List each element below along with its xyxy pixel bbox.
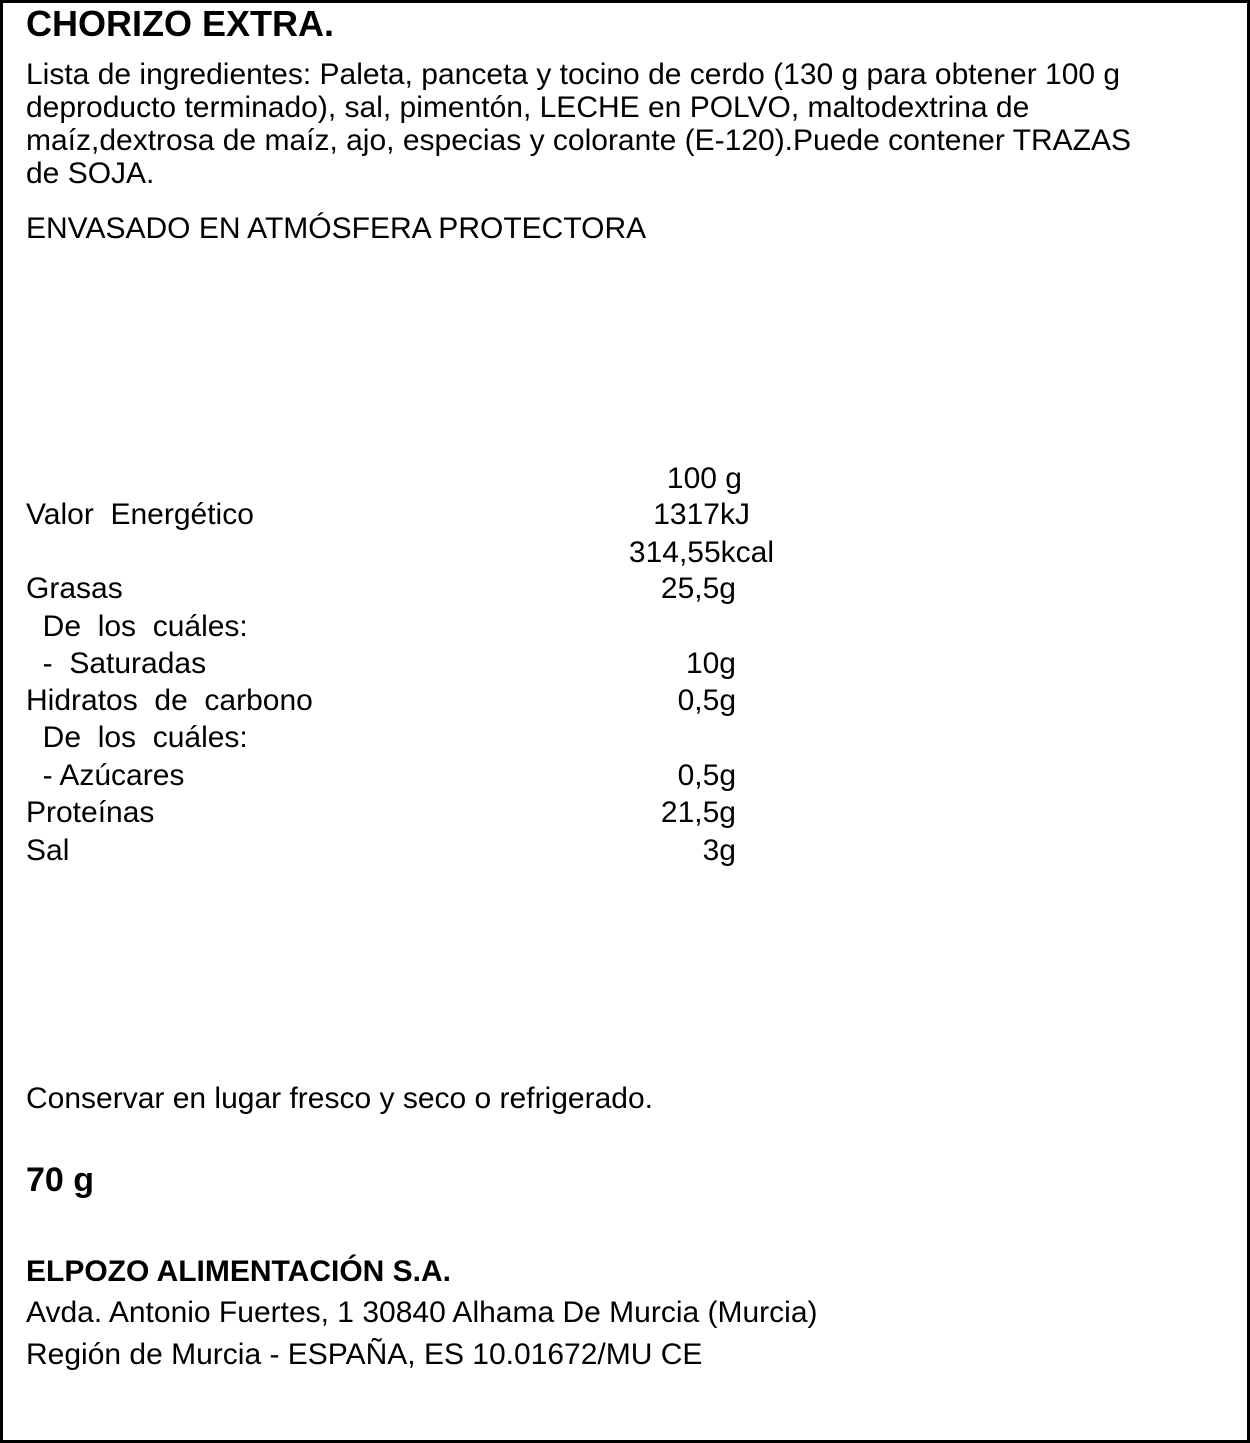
ingredients-line: de SOJA. (26, 157, 155, 190)
nutrition-row (26, 683, 786, 719)
storage-instructions: Conservar en lugar fresco y seco o refrigerado. (26, 1082, 653, 1115)
nutrition-label: Sal (26, 834, 70, 867)
nutrition-label: Grasas (26, 572, 123, 605)
nutrition-label: Proteínas (26, 796, 155, 829)
nutrition-row (26, 833, 786, 869)
nutrition-value: 1317kJ (653, 498, 750, 531)
nutrition-value: 10g (685, 647, 736, 680)
net-weight: 70 g (26, 1161, 95, 1199)
nutrition-row (26, 646, 786, 682)
product-title: CHORIZO EXTRA. (26, 3, 335, 44)
company-name: ELPOZO ALIMENTACIÓN S.A. (26, 1255, 451, 1288)
nutrition-row (26, 535, 786, 571)
nutrition-label: Valor Energético (26, 498, 254, 531)
ingredients-list (26, 58, 1226, 190)
ingredients-line: maíz,dextrosa de maíz, ajo, especias y colorante (E-120).Puede contener TRAZAS (26, 124, 1131, 157)
nutrition-label: Hidratos de carbono (26, 684, 313, 717)
nutrition-header-value: 100 g (666, 462, 742, 495)
nutrition-row (26, 720, 786, 756)
nutrition-value: 314,55kcal (628, 536, 774, 569)
nutrition-row (26, 609, 786, 645)
nutrition-label: De los cuáles: (26, 721, 248, 754)
packaging-note: ENVASADO EN ATMÓSFERA PROTECTORA (26, 212, 647, 245)
company-region: Región de Murcia - ESPAÑA, ES 10.01672/MU CE (26, 1338, 703, 1371)
nutrition-value: 21,5g (660, 796, 736, 829)
nutrition-row (26, 795, 786, 831)
nutrition-header (26, 461, 786, 497)
company-address: Avda. Antonio Fuertes, 1 30840 Alhama De Murcia (Murcia) (26, 1296, 818, 1329)
nutrition-value: 0,5g (677, 684, 736, 717)
ingredients-line: deproducto terminado), sal, pimentón, LECHE en POLVO, maltodextrina de (26, 91, 1030, 124)
nutrition-value: 25,5g (660, 572, 736, 605)
nutrition-value: 3g (702, 834, 736, 867)
nutrition-value: 0,5g (677, 759, 736, 792)
nutrition-row (26, 571, 786, 607)
nutrition-row (26, 497, 786, 533)
nutrition-label: - Azúcares (26, 759, 185, 792)
nutrition-row (26, 758, 786, 794)
nutrition-label: - Saturadas (26, 647, 207, 680)
ingredients-line: Lista de ingredientes: Paleta, panceta y tocino de cerdo (130 g para obtener 100 g (26, 58, 1121, 91)
nutrition-label: De los cuáles: (26, 610, 248, 643)
